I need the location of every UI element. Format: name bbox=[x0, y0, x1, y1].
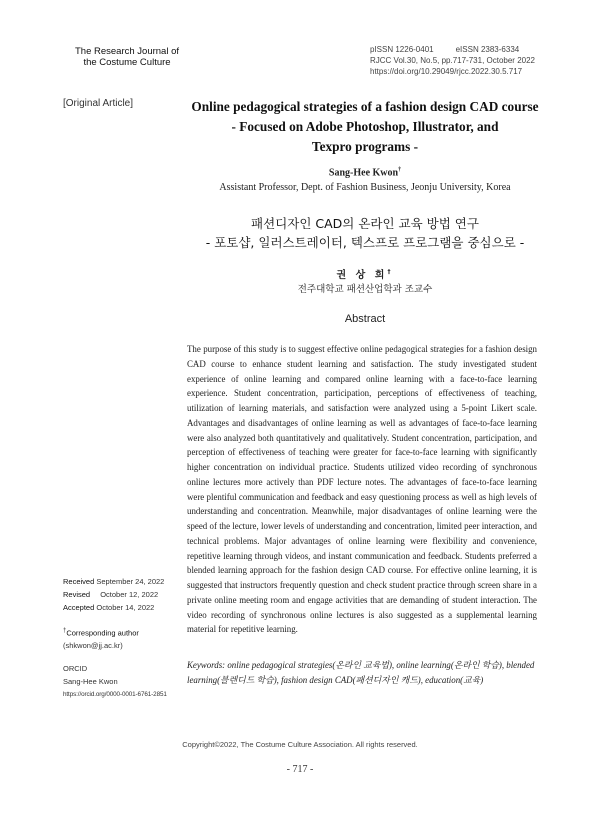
doi-link[interactable]: https://doi.org/10.29049/rjcc.2022.30.5.717 bbox=[370, 67, 523, 76]
accepted-date: October 14, 2022 bbox=[96, 603, 155, 612]
title-korean-line2: - 포토샵, 일러스트레이터, 텍스프로 프로그램을 중심으로 - bbox=[205, 235, 525, 250]
author-korean-dagger: † bbox=[387, 268, 394, 276]
received-date: September 24, 2022 bbox=[96, 577, 165, 586]
title-korean-line1: 패션디자인 CAD의 온라인 교육 방법 연구 bbox=[251, 216, 479, 231]
journal-meta bbox=[370, 44, 570, 77]
corresponding-email[interactable]: (shkwon@jj.ac.kr) bbox=[63, 641, 123, 650]
received-date-row bbox=[63, 576, 164, 587]
keywords-label: Keywords: bbox=[187, 660, 226, 670]
corresponding-label: Corresponding author bbox=[66, 628, 139, 638]
title-english-line2: - Focused on Adobe Photoshop, Illustrator, and bbox=[231, 119, 499, 134]
journal-name-line2: the Costume Culture bbox=[83, 57, 171, 68]
abstract-heading: Abstract bbox=[344, 313, 386, 325]
abstract-text: The purpose of this study is to suggest effective online pedagogical strategies for a fashion design CAD course to enhance student learning and satisfaction. The study investigated student experience of online learning and compared online learning with a face-to-face learning experience. Student concentration, participation, perceptions of effectiveness of teaching, utilization of learning materials, and satisfaction were analyzed using a 5-point Likert scale. Advantages and disadvantages of online learning as well as advantages of face-to-face learning were also analyzed both quantitatively and qualitatively. Student concentration, participation, and perception of effectiveness of teaching were greater for face-to-face learning with significantly higher concentration on individual practice. Students utilized video recording of synchronous online lectures more actively than PDF lecture notes. The advantages of face-to-face learning were plentiful communication and feedback and easy questioning process as well as high levels of understanding and concentration. Meanwhile, major disadvantages of online learning were the speed of the lecture, lower levels of understanding and concentration, limited peer interaction, and technical problems. Major advantages of online learning were flexibility and convenience, repetitive learning through videos, and instant communication and feedback. Students preferred a blended learning approach for the fashion design CAD course. For effective online learning, it is suggested that instructors frequently question and check student practice through screen share in a private online meeting room and engage activities that are demanding of student interaction. The video recording of synchronous online lectures is also suggested as a supplemental learning material for repetitive learning. bbox=[187, 344, 537, 635]
accepted-label: Accepted bbox=[63, 603, 95, 612]
revised-label: Revised bbox=[63, 590, 91, 599]
orcid-name: Sang-Hee Kwon bbox=[63, 677, 118, 686]
orcid-label: ORCID bbox=[63, 664, 88, 673]
copyright: Copyright©2022, The Costume Culture Association. All rights reserved. bbox=[182, 740, 418, 749]
author-korean-name: 권 상 희 bbox=[336, 270, 388, 281]
affiliation-korean: 전주대학교 패션산업학과 조교수 bbox=[297, 284, 433, 295]
author-english-name: Sang-Hee Kwon bbox=[328, 167, 399, 179]
article-type: [Original Article] bbox=[63, 98, 134, 109]
title-english bbox=[180, 97, 550, 157]
corresponding-author bbox=[63, 626, 139, 639]
author-dagger: † bbox=[398, 167, 402, 173]
journal-name-line1: The Research Journal of bbox=[74, 46, 180, 57]
accepted-date-row bbox=[63, 602, 154, 613]
affiliation-english: Assistant Professor, Dept. of Fashion Business, Jeonju University, Korea bbox=[219, 182, 511, 193]
title-english-line3: Texpro programs - bbox=[311, 139, 419, 154]
keywords bbox=[187, 658, 537, 687]
page-number: - 717 - bbox=[286, 764, 314, 775]
author-english bbox=[180, 167, 550, 178]
citation: RJCC Vol.30, No.5, pp.717-731, October 2022 bbox=[370, 56, 535, 65]
title-korean bbox=[180, 214, 550, 252]
title-english-line1: Online pedagogical strategies of a fashion design CAD course bbox=[191, 99, 539, 114]
pissn: pISSN 1226-0401 bbox=[370, 45, 434, 54]
journal-name bbox=[62, 46, 192, 68]
revised-date-row bbox=[63, 589, 158, 600]
orcid-link[interactable]: https://orcid.org/0000-0001-6761-2851 bbox=[63, 691, 167, 698]
keywords-text: online pedagogical strategies(온라인 교육법), online learning(온라인 학습), blended learning(블렌디드 학습), fashion design CAD(패션디자인 캐드), education(교육) bbox=[187, 660, 535, 685]
revised-date: October 12, 2022 bbox=[100, 590, 159, 599]
corresponding-dagger: † bbox=[63, 628, 67, 634]
received-label: Received bbox=[63, 577, 95, 586]
author-korean bbox=[180, 266, 550, 281]
eissn: eISSN 2383-6334 bbox=[455, 45, 520, 54]
